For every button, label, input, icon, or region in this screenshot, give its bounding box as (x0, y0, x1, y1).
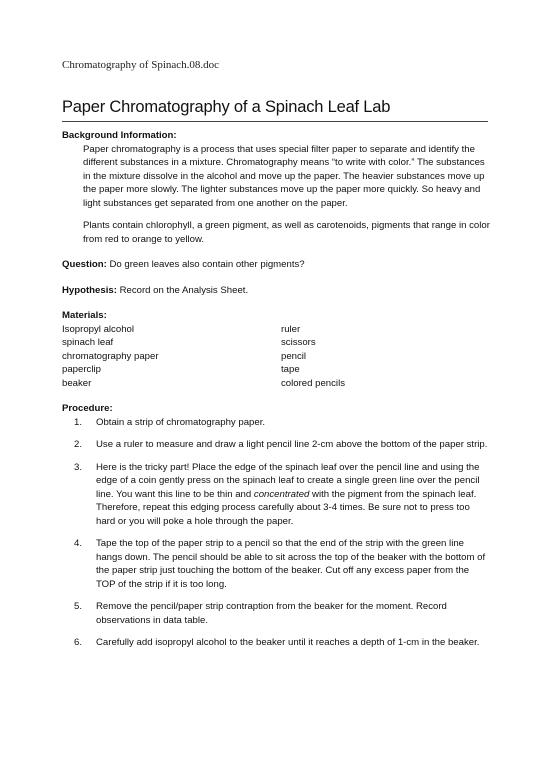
step-number: 3. (73, 461, 82, 473)
hypothesis-text: Record on the Analysis Sheet. (116, 284, 249, 296)
step-text (96, 461, 490, 529)
step-emphasis: concentrated (253, 488, 310, 500)
materials-list (62, 323, 490, 391)
material-item: Isopropyl alcohol (62, 323, 134, 335)
material-item: chromatography paper (62, 350, 159, 362)
material-item: colored pencils (281, 377, 345, 389)
material-item: scissors (281, 337, 316, 348)
material-item: paperclip (62, 364, 101, 375)
procedure-step (62, 600, 490, 627)
step-text: Carefully add isopropyl alcohol to the beaker until it reaches a depth of 1-cm in the beaker. (96, 637, 480, 648)
procedure-step (62, 537, 490, 591)
step-number: 2. (73, 439, 82, 450)
procedure-heading: Procedure: (62, 403, 113, 414)
materials-heading: Materials: (62, 310, 107, 321)
step-number: 6. (73, 637, 82, 648)
procedure-step (62, 438, 490, 452)
step-number: 4. (73, 538, 82, 549)
material-item: pencil (281, 350, 307, 362)
question-line (62, 258, 490, 272)
page-title: Paper Chromatography of a Spinach Leaf Lab (62, 98, 391, 116)
background-heading: Background Information: (62, 130, 177, 141)
hypothesis-label: Hypothesis: (62, 284, 117, 296)
procedure-step (62, 416, 490, 430)
step-text: Obtain a strip of chromatography paper. (96, 416, 266, 428)
background-paragraph-2: Plants contain chlorophyll, a green pigment, as well as carotenoids, pigments that range in color from red to orange to yellow. (83, 220, 490, 245)
hypothesis-line (62, 284, 490, 298)
step-text: Remove the pencil/paper strip contraption from the beaker for the moment. Record observations in data table. (96, 601, 447, 626)
procedure-step (62, 636, 490, 650)
document-filename-header: Chromatography of Spinach.08.doc (62, 59, 220, 71)
material-item: spinach leaf (62, 337, 114, 348)
procedure-step (62, 461, 490, 529)
document-body (62, 129, 490, 659)
material-item: tape (281, 364, 300, 375)
background-paragraph-1: Paper chromatography is a process that uses special filter paper to separate and identify the different substances in a mixture. Chromatography means “to write with color.” The substances in the mixture dissolve in the alcohol and move up the paper. The heavier substances move up the paper more slowly. The lighter substances move up the paper more quickly. So heavy and light substances get separated from one another on the paper. (83, 143, 485, 209)
procedure-list (62, 416, 490, 650)
step-text-part: Here is the tricky part! Place the edge of the spinach leaf over the pencil line and using the edge of a coin gently press on the spinach leaf to create a single green line over the pencil line. You want this line to be thin and (96, 461, 480, 500)
step-text: Tape the top of the paper strip to a pencil so that the end of the strip with the green line hangs down. The pencil should be able to sit across the top of the beaker with the bottom of the paper strip just touching the bottom of the beaker. Cut off any excess paper from the TOP of the strip if it is too long. (96, 538, 486, 590)
material-item: beaker (62, 377, 92, 389)
step-text: Use a ruler to measure and draw a light pencil line 2-cm above the bottom of the paper strip. (96, 439, 488, 450)
step-number: 5. (73, 601, 82, 612)
step-number: 1. (73, 416, 82, 428)
question-label: Question: (62, 259, 107, 270)
title-underline (62, 121, 488, 122)
step-text-part: with the pigment from the spinach leaf. Therefore, repeat this edging process carefully about 3-4 times. Be sure not to press too hard or you will poke a hole through the paper. (96, 488, 477, 527)
material-item: ruler (281, 323, 301, 335)
question-text: Do green leaves also contain other pigments? (106, 259, 305, 270)
